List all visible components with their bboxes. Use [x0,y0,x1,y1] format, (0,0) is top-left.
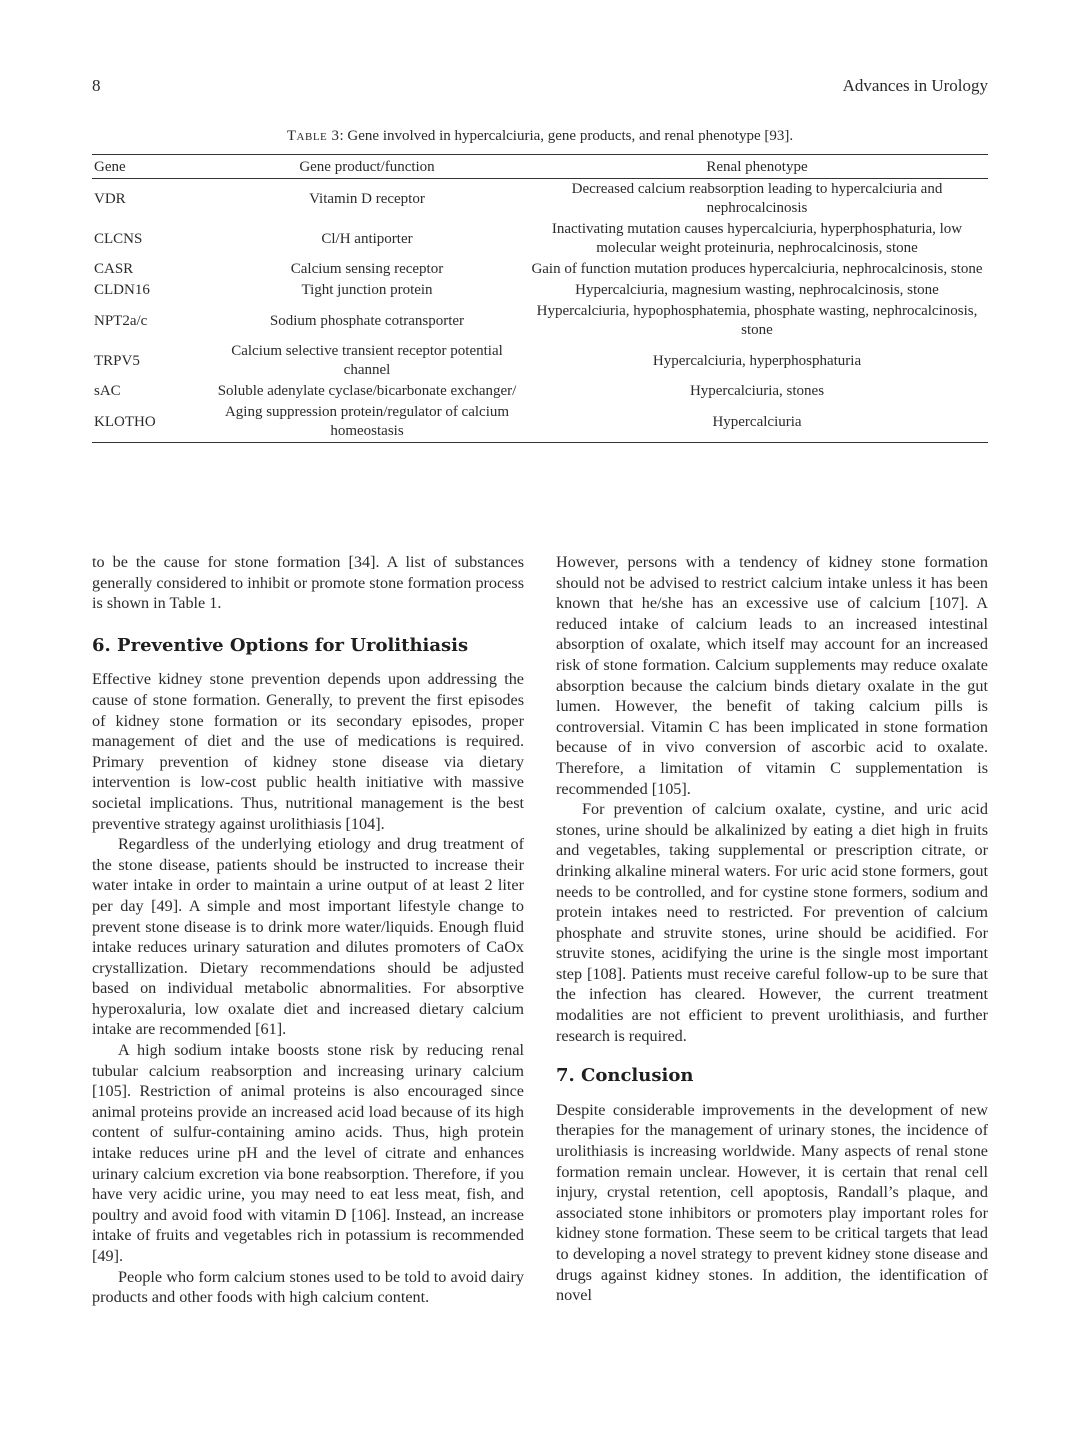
conclusion-paragraph: Despite considerable improvements in the development of new therapies for the management of urinary stones, the incidence of urolithiasis is increasing worldwide. Many aspects of renal stone formation remain unclear. However, it is certain that renal cell injury, crystal retention, cell apoptosis, Randall’s plaque, and associated stone inhibitors or promoters play important roles for kidney stone formation. These seem to be critical targets that lead to developing a novel strategy to prevent kidney stone disease and drugs against kidney stones. In addition, the identification of novel [556,1100,988,1305]
gene-cell: CLCNS [94,230,143,247]
phenotype-cell: Hypercalciuria [526,402,988,443]
table-row [92,381,988,402]
gene-cell: CLDN16 [94,282,150,298]
page-number: 8 [92,76,101,95]
function-cell: Vitamin D receptor [309,190,425,207]
function-cell: Calcium selective transient receptor potential channel [231,343,503,378]
gene-cell: NPT2a/c [94,312,148,329]
phenotype-cell: Hypercalciuria, hyperphosphaturia [652,352,862,369]
section-7-heading: 7. Conclusion [556,1065,694,1087]
body-paragraph: For prevention of calcium oxalate, cystine, and uric acid stones, urine should be alkalinized by eating a diet high in fruits and vegetables, taking supplemental or prescription citrate, or drinking alkaline mineral waters. For uric acid stone formers, gout needs to be controlled, and for cystine stone formers, sodium and protein intakes need to restricted. For prevention of calcium phosphate and struvite stones, urine should be acidified. For struvite stones, acidifying the urine is the single most important step [108]. Patients must receive careful follow-up to be sure that the infection has cleared. However, the current treatment modalities are not efficient to prevent urolithiasis, and further research is required. [556,800,988,1045]
body-paragraph: A high sodium intake boosts stone risk by reducing renal tubular calcium reabsorption and increasing urinary calcium [105]. Restriction of animal proteins is also encouraged since animal proteins provide an increased acid load because of its high content of sulfur-containing amino acids. Thus, high protein intake reduces urine pH and the level of citrate and enhances urinary calcium excretion via bone reabsorption. Therefore, if you have very acidic urine, you may need to eat less meat, fish, and poultry and avoid food with vitamin D [106]. Instead, an increase intake of fruits and vegetables rich in potassium is recommended [49]. [92,1041,524,1265]
phenotype-cell: Decreased calcium reabsorption leading to hypercalciuria and nephrocalcinosis [571,181,943,216]
table-caption [92,128,988,145]
body-paragraph: However, persons with a tendency of kidney stone formation should not be advised to restrict calcium intake unless it has been known that he/she has an excessive use of calcium [107]. A reduced intake of calcium leads to an increased intestinal absorption of oxalate, which itself may account for an increased risk of stone formation. Calcium supplements may reduce oxalate absorption because the calcium binds dietary oxalate in the gut lumen. However, the benefit of taking calcium pills is controversial. Vitamin C has been implicated in stone formation because of in vivo conversion of ascorbic acid to oxalate. Therefore, a limitation of vitamin C supplementation is recommended [105]. [556,553,988,798]
gene-cell: VDR [94,190,126,207]
function-cell: Sodium phosphate cotransporter [269,312,465,329]
gene-cell: sAC [94,383,121,399]
column-header-gene: Gene [92,155,208,179]
table-row [92,219,988,259]
right-column [556,552,988,1306]
function-cell: Cl/H antiporter [321,230,413,247]
table-row [92,179,988,220]
intro-paragraph: to be the cause for stone formation [34]. A list of substances generally considered to inhibit or promote stone formation process is shown in Table 1. [92,553,524,613]
table-row [92,280,988,301]
column-header-phenotype: Renal phenotype [526,155,988,179]
phenotype-cell: Hypercalciuria, magnesium wasting, nephrocalcinosis, stone [575,282,939,298]
body-paragraph: Effective kidney stone prevention depends upon addressing the cause of stone formation. Generally, to prevent the first episodes of kidney stone formation or its secondary episodes, proper management of diet and the use of medications is required. Primary prevention of kidney stone disease via dietary intervention is low-cost public health initiative with massive societal implications. Thus, nutritional management is the best preventive strategy against urolithiasis [104]. [92,670,524,833]
journal-name: Advances in Urology [842,76,988,95]
phenotype-cell: Hypercalciuria, stones [689,383,825,399]
table-caption-text: : Gene involved in hypercalciuria, gene products, and renal phenotype [93]. [339,128,794,144]
column-header-function: Gene product/function [208,155,526,179]
phenotype-cell: Hypercalciuria, hypophosphatemia, phosphate wasting, nephrocalcinosis, stone [536,303,978,338]
gene-table [92,154,988,443]
body-paragraph: People who form calcium stones used to be told to avoid dairy products and other foods with high calcium content. [92,1267,524,1307]
gene-cell: CASR [94,261,134,277]
phenotype-cell: Gain of function mutation produces hypercalciuria, nephrocalcinosis, stone [531,261,983,277]
function-cell: Soluble adenylate cyclase/bicarbonate exchanger/ [217,383,517,399]
section-6-heading: 6. Preventive Options for Urolithiasis [92,634,469,656]
table-label: Table 3 [286,128,340,144]
phenotype-cell: Inactivating mutation causes hypercalciuria, hyperphosphaturia, low molecular weight proteinuria, nephrocalcinosis, stone [551,221,963,256]
table-row [92,341,988,381]
table-row [92,259,988,280]
function-cell: Aging suppression protein/regulator of calcium homeostasis [208,402,526,443]
table-row [92,301,988,341]
function-cell: Tight junction protein [301,282,433,298]
gene-cell: TRPV5 [94,352,140,369]
function-cell: Calcium sensing receptor [290,261,444,277]
body-paragraph: Regardless of the underlying etiology and drug treatment of the stone disease, patients should be instructed to increase their water intake in order to maintain a urine output of at least 2 liter per day [49]. A simple and most important lifestyle change to prevent stone disease is to drink more water/liquids. Enough fluid intake reduces urinary saturation and dilutes promoters of CaOx crystallization. Dietary recommendations should be adjusted based on individual metabolic abnormalities. For absorptive hyperoxaluria, low oxalate diet and increased dietary calcium intake are recommended [61]. [92,835,524,1039]
table-row [92,402,988,443]
left-column [92,552,524,1308]
table-header-row [92,155,988,179]
gene-cell: KLOTHO [92,402,208,443]
